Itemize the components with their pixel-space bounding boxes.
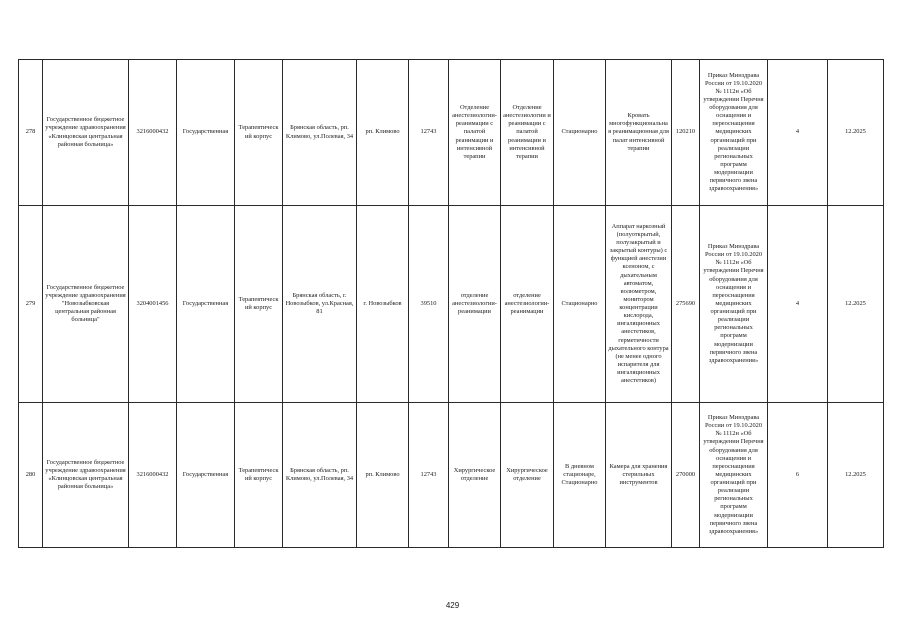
equipment-cell (606, 60, 672, 206)
department-cell: Отделение анестезиологии и реанимации с палатой реанимации и интенсивной терапии (501, 60, 554, 206)
equipment-cell (606, 206, 672, 403)
care-form-cell: Стационарно (554, 60, 606, 206)
equipment-code-cell: 275690 (672, 206, 700, 403)
settlement-cell: рп. Климово (357, 403, 409, 548)
order-text: Приказ Минздрава России от 19.10.2020 № 1112н «Об утверждении Перечня оборудования для оснащения и переоснащения медицинских организаций при реализации региональных программ модернизации первичного звена здравоохранения» (703, 243, 764, 364)
inn-cell: 3204001456 (129, 206, 177, 403)
care-form-cell: В дневном стационаре, Стационарно (554, 403, 606, 548)
order-cell (700, 60, 768, 206)
quantity-cell: 4 (768, 206, 828, 403)
inn-cell: 3216000432 (129, 60, 177, 206)
code-cell: 12743 (409, 403, 449, 548)
ownership-cell: Государственная (177, 60, 235, 206)
department-cell: отделение анестезиологии-реанимации (501, 206, 554, 403)
ownership-cell: Государственная (177, 403, 235, 548)
date-cell: 12.2025 (828, 60, 884, 206)
organization-cell: Государственное бюджетное учреждение здравоохранения "Новозыбковская центральная районная больница" (43, 206, 129, 403)
equipment-text: Камера для хранения стерильных инструментов (609, 462, 668, 487)
organization-cell: Государственное бюджетное учреждение здравоохранения «Клинцовская центральная районная больница» (43, 60, 129, 206)
ownership-cell: Государственная (177, 206, 235, 403)
date-cell: 12.2025 (828, 403, 884, 548)
row-number-cell: 278 (19, 60, 43, 206)
table-row (19, 206, 884, 403)
organization-cell: Государственное бюджетное учреждение здравоохранения «Клинцовская центральная районная больница» (43, 403, 129, 548)
equipment-code-cell: 120210 (672, 60, 700, 206)
code-cell: 39510 (409, 206, 449, 403)
table-row (19, 60, 884, 206)
page-number: 429 (445, 601, 460, 610)
quantity-cell: 6 (768, 403, 828, 548)
care-form-cell: Стационарно (554, 206, 606, 403)
date-cell: 12.2025 (828, 206, 884, 403)
department-cell: Хирургическое отделение (501, 403, 554, 548)
row-number-cell: 279 (19, 206, 43, 403)
equipment-code-cell: 270000 (672, 403, 700, 548)
building-cell: Терапевтический корпус (235, 60, 283, 206)
order-text: Приказ Минздрава России от 19.10.2020 № 1112н «Об утверждении Перечня оборудования для оснащения и переоснащения медицинских организаций при реализации региональных программ модернизации первичного звена здравоохранения» (703, 414, 764, 535)
settlement-cell: рп. Климово (357, 60, 409, 206)
quantity-cell: 4 (768, 60, 828, 206)
inn-cell: 3216000432 (129, 403, 177, 548)
row-number-cell: 280 (19, 403, 43, 548)
order-text: Приказ Минздрава России от 19.10.2020 № 1112н «Об утверждении Перечня оборудования для оснащения и переоснащения медицинских организаций при реализации региональных программ модернизации первичного звена здравоохранения» (703, 71, 764, 193)
address-cell: Брянская область, рп. Климово, ул.Полевая, 34 (283, 403, 357, 548)
equipment-text: Аппарат наркозный (полуоткрытый, полузакрытый и закрытый контуры) с функцией анестезии ксеноном, с дыхательным автоматом, волюметром, монитором концентрации кислорода, ингаляционных анестетиков, герметичности дыхательного контура (не менее одного испарителя для ингаляционных анестетиков) (608, 222, 669, 385)
settlement-cell: г. Новозыбков (357, 206, 409, 403)
order-cell (700, 206, 768, 403)
equipment-cell (606, 403, 672, 548)
equipment-table (18, 59, 884, 548)
department-cell: отделение анестезиологии-реанимации (449, 206, 501, 403)
table-row (19, 403, 884, 548)
order-cell (700, 403, 768, 548)
department-cell: Отделение анестезиологии-реанимации с палатой реанимации и интенсивной терапии (449, 60, 501, 206)
department-cell: Хирургическое отделение (449, 403, 501, 548)
address-cell: Брянская область, рп. Климово, ул.Полевая, 34 (283, 60, 357, 206)
code-cell: 12743 (409, 60, 449, 206)
building-cell: Терапевтический корпус (235, 206, 283, 403)
equipment-text: Кровать многофункциональная реанимационная для палат интенсивной терапии (608, 112, 669, 152)
address-cell: Брянская область, г. Новозыбков, ул.Красная, 81 (283, 206, 357, 403)
building-cell: Терапевтический корпус (235, 403, 283, 548)
